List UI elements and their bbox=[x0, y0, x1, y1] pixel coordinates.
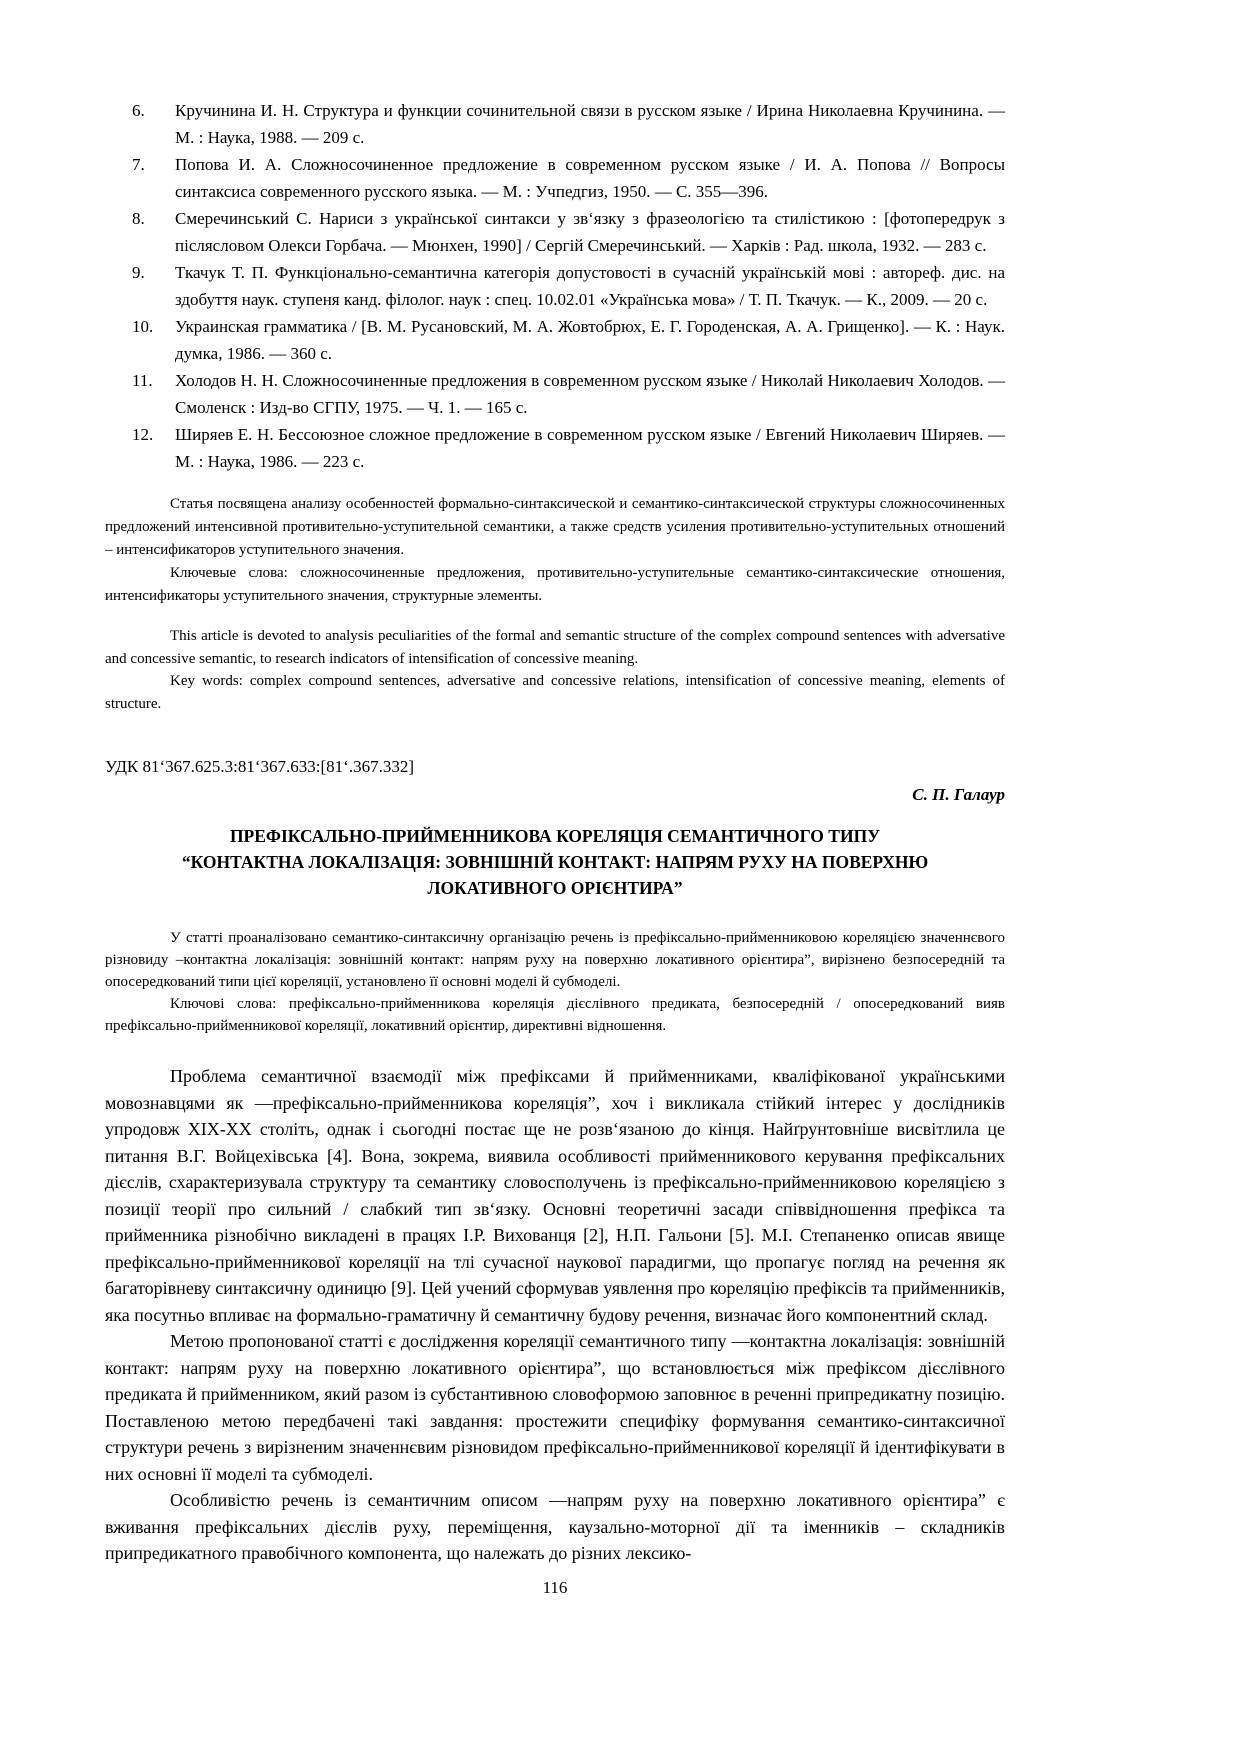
body-paragraph: Особливістю речень із семантичним описом —напрям руху на поверхню локативного орієнтира” є вживання префіксальних дієслів руху, переміщення, каузально-моторної дії та іменників – складників припредикатного правобічного компонента, що належать до різних лексико- bbox=[105, 1490, 1005, 1563]
reference-item bbox=[105, 367, 1005, 421]
reference-number: 11. bbox=[132, 371, 153, 390]
reference-item bbox=[105, 97, 1005, 151]
keywords-ru-text: Ключевые слова: сложносочиненные предложения, противительно-уступительные семантико-синтаксические отношения, интенсификаторы уступительного значения, структурные элементы. bbox=[105, 565, 1005, 604]
udc-code: УДК 81‘367.625.3:81‘367.633:[81‘.367.332] bbox=[105, 757, 415, 776]
abstract-ru-text: Статья посвящена анализу особенностей формально-синтаксической и семантико-синтаксической структуры сложносочиненных предложений интенсивной противительно-уступительной семантики, а также средств усиления противительно-уступительных отношений – интенсификаторов уступительного значения. bbox=[105, 496, 1005, 558]
page-content bbox=[105, 0, 1005, 1599]
article-title bbox=[105, 823, 1005, 901]
reference-number: 7. bbox=[132, 155, 145, 174]
reference-text: Смеречинський С. Нариси з української синтакси у зв‘язку з фразеологією та стилістикою : [фотопередрук з післясловом Олекси Горбача. — Мюнхен, 1990] / Сергій Смеречинський. — Харків : Рад. школа, 1932. — 283 с. bbox=[175, 209, 1005, 255]
reference-item bbox=[105, 151, 1005, 205]
abstract-ru-block bbox=[105, 493, 1005, 608]
abstract-en-text: This article is devoted to analysis peculiarities of the formal and semantic structure of the complex compound sentences with adversative and concessive semantic, to research indicators of intensification of concessive meaning. bbox=[105, 628, 1005, 667]
reference-text: Украинская грамматика / [В. М. Русановский, М. А. Жовтобрюх, Е. Г. Городенская, А. А. Грищенко]. — К. : Наук. думка, 1986. — 360 с. bbox=[175, 317, 1005, 363]
reference-number: 6. bbox=[132, 101, 145, 120]
body-paragraph: Метою пропонованої статті є дослідження кореляції семантичного типу —контактна локалізація: зовнішній контакт: напрям руху на поверхню локативного орієнтира”, що встановлюється між префіксом дієслівного предиката й прийменником, який разом із субстантивною словоформою заповнює в реченні припредикатну позицію. Поставленою метою передбачені такі завдання: простежити специфіку формування семантико-синтаксичної структури речень з вирізненим значеннєвим різновидом префіксально-прийменникової кореляції й ідентифікувати в них основні її моделі та субмоделі. bbox=[105, 1331, 1005, 1484]
reference-text: Кручинина И. Н. Структура и функции сочинительной связи в русском языке / Ирина Николаевна Кручинина. — М. : Наука, 1988. — 209 с. bbox=[175, 101, 1005, 147]
keywords-en-text: Key words: complex compound sentences, adversative and concessive relations, intensification of concessive meaning, elements of structure. bbox=[105, 673, 1005, 712]
body-paragraph: Проблема семантичної взаємодії між префіксами й прийменниками, кваліфікованої українськими мовознавцями як —префіксально-прийменникова кореляція”, хоч і викликала стійкий інтерес у дослідників упродовж ХІХ-ХХ століть, однак і сьогодні постає ще не розв‘язаною до кінця. Найґрунтовніше висвітлила це питання В.Г. Войцехівська [4]. Вона, зокрема, виявила особливості прийменникового керування префіксальних дієслів, схарактеризувала структуру та семантику словосполучень із префіксально-прийменниковою кореляцією з позиції теорії про сильний / слабкий тип зв‘язку. Основні теоретичні засади співвідношення префікса та прийменника різнобічно викладені в працях І.Р. Вихованця [2], Н.П. Гальони [5]. М.І. Степаненко описав явище префіксально-прийменникової кореляції на тлі сучасної наукової парадигми, що пропагує погляд на речення як багаторівневу синтаксичну одиницю [9]. Цей учений сформував уявлення про кореляцію префіксів та прийменників, яка посутньо впливає на формально-граматичну й семантичну будову речення, визначає його компонентний склад. bbox=[105, 1066, 1005, 1325]
reference-text: Ширяев Е. Н. Бессоюзное сложное предложение в современном русском языке / Евгений Николаевич Ширяев. — М. : Наука, 1986. — 223 с. bbox=[175, 425, 1005, 471]
reference-number: 10. bbox=[132, 317, 154, 336]
reference-text: Холодов Н. Н. Сложносочиненные предложения в современном русском языке / Николай Николаевич Холодов. — Смоленск : Изд-во СГПУ, 1975. — Ч. 1. — 165 с. bbox=[175, 371, 1005, 417]
article-title-line: “КОНТАКТНА ЛОКАЛІЗАЦІЯ: ЗОВНІШНІЙ КОНТАКТ: НАПРЯМ РУХУ НА ПОВЕРХНЮ bbox=[181, 852, 929, 872]
reference-number: 9. bbox=[132, 263, 145, 282]
reference-item bbox=[105, 421, 1005, 475]
page-number: 116 bbox=[542, 1577, 568, 1597]
reference-text: Ткачук Т. П. Функціонально-семантична категорія допустовості в сучасній українській мові : автореф. дис. на здобуття наук. ступеня канд. філолог. наук : спец. 10.02.01 «Українська мова» / Т. П. Ткачук. — К., 2009. — 20 с. bbox=[175, 263, 1005, 309]
reference-number: 12. bbox=[132, 425, 154, 444]
keywords-uk-text: Ключові слова: префіксально-прийменникова кореляція дієслівного предиката, безпосередній / опосередкований вияв префіксально-прийменникової кореляції, локативний орієнтир, директивні відношення. bbox=[105, 996, 1005, 1034]
article-title-line: ПРЕФІКСАЛЬНО-ПРИЙМЕННИКОВА КОРЕЛЯЦІЯ СЕМАНТИЧНОГО ТИПУ bbox=[229, 826, 881, 846]
article-body bbox=[105, 1063, 1005, 1567]
abstract-uk-block bbox=[105, 927, 1005, 1037]
article-title-line: ЛОКАТИВНОГО ОРІЄНТИРА” bbox=[427, 878, 683, 898]
author-name: С. П. Галаур bbox=[912, 785, 1005, 804]
reference-item bbox=[105, 313, 1005, 367]
references-list bbox=[105, 97, 1005, 475]
reference-item bbox=[105, 259, 1005, 313]
reference-text: Попова И. А. Сложносочиненное предложение в современном русском языке / И. А. Попова // Вопросы синтаксиса современного русского языка. — М. : Учпедгиз, 1950. — С. 355—396. bbox=[175, 155, 1005, 201]
abstract-uk-text: У статті проаналізовано семантико-синтаксичну організацію речень із префіксально-прийменниковою кореляцією значеннєвого різновиду –контактна локалізація: зовнішній контакт: напрям руху на поверхню локативного орієнтира”, вирізнено безпосередній та опосередкований типи цієї кореляції, установлено її основні моделі й субмоделі. bbox=[105, 930, 1005, 990]
reference-number: 8. bbox=[132, 209, 145, 228]
reference-item bbox=[105, 205, 1005, 259]
abstract-en-block bbox=[105, 625, 1005, 715]
